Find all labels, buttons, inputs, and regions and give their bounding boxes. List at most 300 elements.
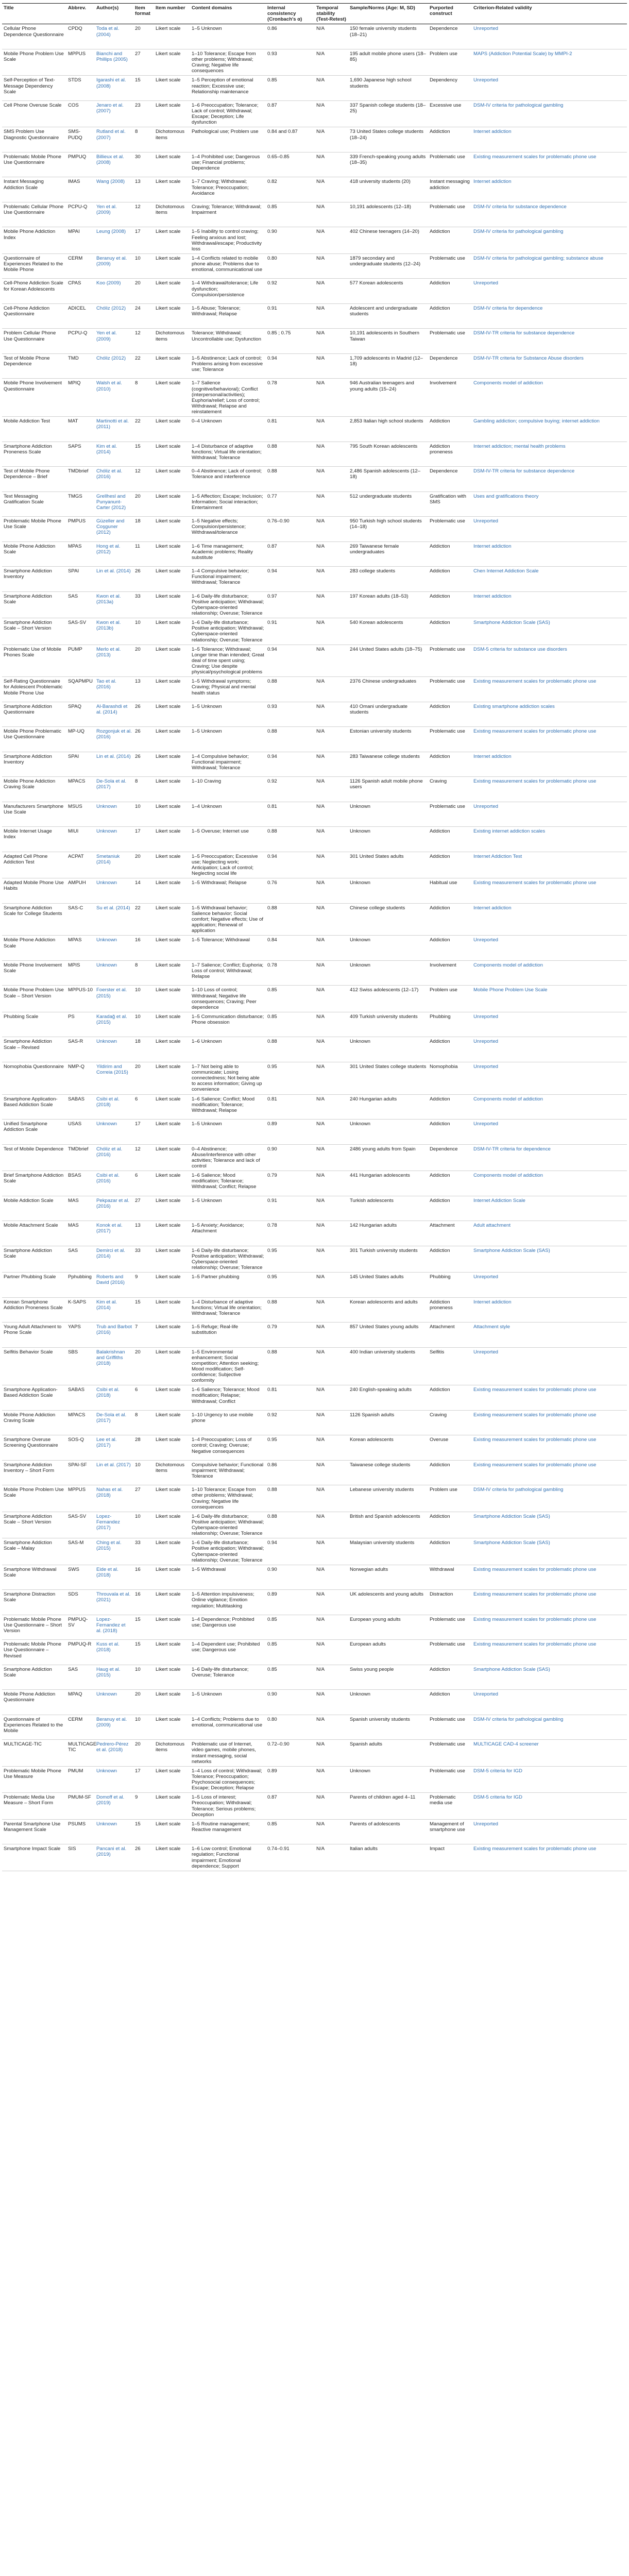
table-cell[interactable]: Koo (2009)	[95, 279, 133, 304]
table-cell: N/A	[315, 24, 348, 49]
table-cell: 17	[133, 827, 154, 852]
table-cell[interactable]: Beranuy et al. (2009)	[95, 1715, 133, 1740]
table-cell: 12	[133, 202, 154, 227]
table-cell: European young adults	[348, 1615, 428, 1640]
table-cell: 301 United States college students	[348, 1062, 428, 1094]
table-row	[2, 1690, 627, 1715]
table-cell[interactable]: Rozgonjuk et al. (2016)	[95, 727, 133, 752]
table-cell[interactable]: Unknown	[95, 802, 133, 827]
table-cell: Addiction	[428, 1120, 472, 1145]
table-cell: 0.95	[266, 1246, 315, 1273]
table-row	[2, 936, 627, 961]
table-cell[interactable]: Wang (2008)	[95, 177, 133, 202]
table-cell: Likert scale	[154, 727, 190, 752]
table-cell[interactable]: Unknown	[95, 960, 133, 986]
table-cell: 1–4 Preoccupation; Loss of control; Craving; Overuse; Negative consequences	[190, 1435, 266, 1461]
table-cell: Problematic Use of Mobile Phones Scale	[2, 645, 66, 677]
table-cell: 540 Korean adolescents	[348, 618, 428, 645]
table-cell: 9	[133, 1273, 154, 1298]
table-cell: Involvement	[428, 960, 472, 986]
table-row	[2, 1120, 627, 1145]
table-cell: ADICEL	[66, 303, 95, 329]
table-cell[interactable]: Hong et al. (2012)	[95, 541, 133, 567]
table-cell[interactable]: Domoff et al. (2019)	[95, 1793, 133, 1820]
table-cell: 1–6 Daily-life disturbance; Positive anticipation; Withdrawal; Cyberspace-oriented relationship; Overuse; Tolerance	[190, 1538, 266, 1565]
table-cell: 0.85	[266, 1012, 315, 1037]
table-cell: 1–6 Daily-life disturbance; Positive anticipation; Withdrawal; Cyberspace-oriented relationship; Overuse; Tolerance	[190, 591, 266, 618]
table-cell: 195 adult mobile phone users (18–85)	[348, 49, 428, 76]
table-row	[2, 1273, 627, 1298]
instrument-table	[2, 3, 627, 1871]
table-cell[interactable]: Chóliz et al. (2016)	[95, 1144, 133, 1171]
table-cell: 577 Korean adolescents	[348, 279, 428, 304]
table-cell: 1–6 Daily-life disturbance; Positive anticipation; Withdrawal; Cyberspace-oriented relationship; Overuse; Tolerance	[190, 1246, 266, 1273]
table-cell: 14	[133, 878, 154, 904]
table-row	[2, 1538, 627, 1565]
table-cell: Likert scale	[154, 1665, 190, 1690]
table-cell[interactable]: Chóliz (2012)	[95, 353, 133, 379]
table-cell[interactable]: Billieux et al. (2008)	[95, 152, 133, 177]
table-cell: 20	[133, 1740, 154, 1767]
table-cell: Likert scale	[154, 541, 190, 567]
table-cell: Likert scale	[154, 1297, 190, 1323]
column-header: Purported construct	[428, 4, 472, 24]
table-cell: 12	[133, 1144, 154, 1171]
table-cell: Unified Smartphone Addiction Scale	[2, 1120, 66, 1145]
table-cell: Korean Smartphone Addiction Proneness Scale	[2, 1297, 66, 1323]
table-cell: 0.80	[266, 1715, 315, 1740]
table-cell: Problematic use	[428, 152, 472, 177]
table-cell[interactable]: Chóliz et al. (2016)	[95, 467, 133, 492]
table-cell: Smartphone Distraction Scale	[2, 1590, 66, 1615]
table-cell: Internet addiction	[472, 903, 627, 936]
table-cell: N/A	[315, 1793, 348, 1820]
table-cell[interactable]: Throuvala et al. (2021)	[95, 1590, 133, 1615]
table-row	[2, 1435, 627, 1461]
table-cell: Existing measurement scales for problematic phone use	[472, 1460, 627, 1485]
table-cell: N/A	[315, 1273, 348, 1298]
table-cell: Problematic use	[428, 1615, 472, 1640]
table-cell: N/A	[315, 1538, 348, 1565]
table-cell: 30	[133, 152, 154, 177]
table-cell: Addiction	[428, 127, 472, 152]
table-cell[interactable]: Unknown	[95, 936, 133, 961]
table-cell: Likert scale	[154, 1196, 190, 1221]
table-cell: 15	[133, 1819, 154, 1844]
table-cell: Problematic use of Internet, video games, mobile phones, instant messaging, social networks	[190, 1740, 266, 1767]
table-cell: 1–5 Unknown	[190, 24, 266, 49]
table-cell: MPACS	[66, 1410, 95, 1435]
table-cell[interactable]: Konok et al. (2017)	[95, 1221, 133, 1246]
table-cell: Smartphone Addiction Scale (SAS)	[472, 618, 627, 645]
table-cell: 10	[133, 1715, 154, 1740]
table-cell: Unreported	[472, 1273, 627, 1298]
table-cell: 0.65–0.85	[266, 152, 315, 177]
table-cell[interactable]: Eide et al. (2018)	[95, 1565, 133, 1590]
table-cell[interactable]: Csibi et al. (2018)	[95, 1094, 133, 1120]
table-cell[interactable]: Unknown	[95, 1120, 133, 1145]
table-cell: 0.89	[266, 1766, 315, 1793]
table-cell: 15	[133, 76, 154, 101]
table-cell: 301 Turkish university students	[348, 1246, 428, 1273]
table-cell: SAS	[66, 1665, 95, 1690]
table-cell[interactable]: Trub and Barbot (2016)	[95, 1323, 133, 1348]
table-cell[interactable]: Lin et al. (2017)	[95, 1460, 133, 1485]
table-cell: N/A	[315, 467, 348, 492]
table-cell: N/A	[315, 960, 348, 986]
table-cell: 142 Hungarian adults	[348, 1221, 428, 1246]
table-cell: SBS	[66, 1347, 95, 1385]
table-cell[interactable]: Kwon et al. (2013b)	[95, 618, 133, 645]
table-cell[interactable]: Kim et al. (2014)	[95, 442, 133, 467]
table-cell: 0.95	[266, 1062, 315, 1094]
table-cell[interactable]: Smetaniuk (2014)	[95, 852, 133, 878]
table-cell: Problem Cellular Phone Use Questionnaire	[2, 329, 66, 354]
table-cell: Smartphone Addiction Scale (SAS)	[472, 1665, 627, 1690]
table-cell: N/A	[315, 1062, 348, 1094]
table-cell: Internet Addiction Test	[472, 852, 627, 878]
table-cell: 1–6 Daily-life disturbance; Positive anticipation; Withdrawal; Cyberspace-oriented relationship; Overuse; Tolerance	[190, 618, 266, 645]
table-cell: 1–6 Preoccupation; Tolerance; Lack of control; Withdrawal; Escape; Deception; Life dysfunction	[190, 100, 266, 127]
table-cell: 0.88	[266, 1297, 315, 1323]
table-cell: Gambling addiction; compulsive buying; internet addiction	[472, 417, 627, 442]
table-cell[interactable]: Merlo et al. (2013)	[95, 645, 133, 677]
table-cell: 6	[133, 1385, 154, 1411]
table-cell: 1–5 Inability to control craving; Feeling anxious and lost; Withdrawal/escape; Productivity loss	[190, 227, 266, 254]
table-cell: 1–5 Unknown	[190, 1690, 266, 1715]
table-cell: N/A	[315, 1819, 348, 1844]
table-cell: 0.91	[266, 1196, 315, 1221]
table-cell: Existing smartphone addiction scales	[472, 702, 627, 727]
table-cell[interactable]: Csibi et al. (2018)	[95, 1385, 133, 1411]
table-cell: Adapted Cell Phone Addiction Test	[2, 852, 66, 878]
table-cell[interactable]: Al-Barashdi et al. (2014)	[95, 702, 133, 727]
table-cell[interactable]: Unknown	[95, 1690, 133, 1715]
table-cell[interactable]: Yen et al. (2009)	[95, 202, 133, 227]
table-cell: SPAI	[66, 752, 95, 777]
table-row	[2, 1640, 627, 1665]
table-cell: Problematic use	[428, 1766, 472, 1793]
table-cell: 1–7 Not being able to communicate; Losing connectedness; Not being able to access information; Giving up convenience	[190, 1062, 266, 1094]
table-cell: N/A	[315, 1715, 348, 1740]
table-cell[interactable]: Walsh et al. (2010)	[95, 379, 133, 417]
table-cell: Dependency	[428, 76, 472, 101]
table-cell: 10,191 adolescents (12–18)	[348, 202, 428, 227]
table-cell: N/A	[315, 1144, 348, 1171]
table-cell: 0.84 and 0.87	[266, 127, 315, 152]
table-cell: Likert scale	[154, 827, 190, 852]
table-row	[2, 253, 627, 279]
table-cell: Existing measurement scales for problematic phone use	[472, 1385, 627, 1411]
table-cell[interactable]: Roberts and David (2016)	[95, 1273, 133, 1298]
table-cell[interactable]: Ching et al. (2015)	[95, 1538, 133, 1565]
table-cell[interactable]: De-Sola et al. (2017)	[95, 777, 133, 802]
table-cell: 0.95	[266, 1273, 315, 1298]
table-cell[interactable]: Su et al. (2014)	[95, 903, 133, 936]
table-cell[interactable]: Pedrero-Pérez et al. (2018)	[95, 1740, 133, 1767]
table-cell: Likert scale	[154, 24, 190, 49]
table-cell: Likert scale	[154, 936, 190, 961]
table-cell[interactable]: Demirci et al. (2014)	[95, 1246, 133, 1273]
table-cell[interactable]: Leung (2008)	[95, 227, 133, 254]
table-cell: N/A	[315, 986, 348, 1012]
table-cell: 1–5 Tolerance; Withdrawal	[190, 936, 266, 961]
table-cell: Addiction	[428, 1196, 472, 1221]
table-cell: Addiction	[428, 541, 472, 567]
table-cell: Mobile Phone Problem Use Scale – Short Version	[2, 986, 66, 1012]
table-cell: BSAS	[66, 1171, 95, 1196]
table-cell[interactable]: Lin et al. (2014)	[95, 752, 133, 777]
table-cell: Problematic Mobile Phone Use Questionnaire	[2, 152, 66, 177]
table-cell: 240 Hungarian adults	[348, 1094, 428, 1120]
table-cell: Dependence	[428, 1144, 472, 1171]
table-cell: 10	[133, 802, 154, 827]
table-cell: Addiction	[428, 1690, 472, 1715]
table-cell[interactable]: Kim et al. (2014)	[95, 1297, 133, 1323]
table-cell: 17	[133, 1120, 154, 1145]
table-cell: Unreported	[472, 1819, 627, 1844]
table-cell: 15	[133, 1297, 154, 1323]
table-cell: Gratification with SMS	[428, 492, 472, 517]
table-cell: 1–5 Withdrawal behavior; Salience behavior; Social comfort; Negative effects; Use of application; Renewal of application	[190, 903, 266, 936]
table-cell[interactable]: Unknown	[95, 1766, 133, 1793]
table-cell[interactable]: Grellhesl and Punyanunt-Carter (2012)	[95, 492, 133, 517]
table-cell[interactable]: Kuss et al. (2018)	[95, 1640, 133, 1665]
table-cell: Unreported	[472, 279, 627, 304]
table-cell[interactable]: Yen et al. (2009)	[95, 329, 133, 354]
table-cell: Problematic Media Use Measure – Short Form	[2, 1793, 66, 1820]
table-cell: Addiction	[428, 1037, 472, 1062]
table-cell: Smartphone Addiction Scale – Short Version	[2, 618, 66, 645]
table-cell: 73 United States college students (18–24)	[348, 127, 428, 152]
table-cell: Likert scale	[154, 1385, 190, 1411]
table-cell: 0.92	[266, 777, 315, 802]
table-cell: Likert scale	[154, 1062, 190, 1094]
table-row	[2, 279, 627, 304]
table-cell: N/A	[315, 936, 348, 961]
table-cell: Likert scale	[154, 100, 190, 127]
table-cell: Cell-Phone Addiction Questionnaire	[2, 303, 66, 329]
table-cell: 2376 Chinese undergraduates	[348, 677, 428, 702]
table-cell[interactable]: Beranuy et al. (2009)	[95, 253, 133, 279]
table-row	[2, 1037, 627, 1062]
table-cell: 1–4 Dependence; Prohibited use; Dangerous use	[190, 1615, 266, 1640]
table-cell: 0.78	[266, 1221, 315, 1246]
column-header: Content domains	[190, 4, 266, 24]
table-cell: 0.92	[266, 1410, 315, 1435]
table-cell: N/A	[315, 517, 348, 542]
table-cell: DSM-IV criteria for dependence	[472, 303, 627, 329]
table-cell: 1,709 adolescents in Madrid (12–18)	[348, 353, 428, 379]
column-header: Abbrev.	[66, 4, 95, 24]
table-cell: 26	[133, 702, 154, 727]
table-cell: 512 undergraduate students	[348, 492, 428, 517]
table-cell: N/A	[315, 353, 348, 379]
table-cell: Likert scale	[154, 1094, 190, 1120]
table-cell[interactable]: Toda et al. (2004)	[95, 24, 133, 49]
table-cell: Addiction	[428, 567, 472, 592]
table-cell: Adolescent and undergraduate students	[348, 303, 428, 329]
table-cell: Likert scale	[154, 567, 190, 592]
table-cell[interactable]: Yildirim and Correia (2015)	[95, 1062, 133, 1094]
table-row	[2, 1485, 627, 1512]
table-cell[interactable]: Rutland et al. (2007)	[95, 127, 133, 152]
table-cell: Compulsive behavior; Functional impairment; Withdrawal; Tolerance	[190, 1460, 266, 1485]
table-cell: Likert scale	[154, 1410, 190, 1435]
table-cell[interactable]: Balakrishnan and Griffiths (2018)	[95, 1347, 133, 1385]
table-cell: 0.85	[266, 202, 315, 227]
column-header: Internal consistency (Cronbach's α)	[266, 4, 315, 24]
table-cell: Likert scale	[154, 1273, 190, 1298]
table-cell: 0.78	[266, 379, 315, 417]
table-cell: Mobile Phone Problematic Use Questionnaire	[2, 727, 66, 752]
table-cell[interactable]: Chóliz (2012)	[95, 303, 133, 329]
table-row	[2, 1323, 627, 1348]
table-cell: Text Messaging Gratification Scale	[2, 492, 66, 517]
table-cell: N/A	[315, 1512, 348, 1538]
table-cell: Smartphone Addiction Scale – Short Version	[2, 1512, 66, 1538]
table-cell: Problematic use	[428, 802, 472, 827]
table-cell: 0.76	[266, 878, 315, 904]
table-cell: Addiction	[428, 1246, 472, 1273]
table-row	[2, 329, 627, 354]
table-cell: N/A	[315, 852, 348, 878]
table-cell[interactable]: Csibi et al. (2016)	[95, 1171, 133, 1196]
table-cell: TMDbrief	[66, 1144, 95, 1171]
table-cell: 0.94	[266, 752, 315, 777]
table-cell: SOS-Q	[66, 1435, 95, 1461]
table-cell: Likert scale	[154, 1793, 190, 1820]
table-cell: Test of Mobile Dependence	[2, 1144, 66, 1171]
table-cell: Phubbing	[428, 1273, 472, 1298]
table-cell: N/A	[315, 702, 348, 727]
table-cell: Existing measurement scales for problematic phone use	[472, 777, 627, 802]
table-cell: 13	[133, 677, 154, 702]
table-cell[interactable]: Bianchi and Phillips (2005)	[95, 49, 133, 76]
table-cell: Smartphone Addiction Inventory – Short Form	[2, 1460, 66, 1485]
table-cell[interactable]: Lin et al. (2014)	[95, 567, 133, 592]
table-cell: AMPUH	[66, 878, 95, 904]
table-cell: Tolerance; Withdrawal; Uncontrollable use; Dysfunction	[190, 329, 266, 354]
table-cell: Nomophobia Questionnaire	[2, 1062, 66, 1094]
table-cell[interactable]: Kwon et al. (2013a)	[95, 591, 133, 618]
table-cell: Internet addiction; mental health problems	[472, 442, 627, 467]
table-cell: 10	[133, 1460, 154, 1485]
table-cell: TMDbrief	[66, 467, 95, 492]
table-cell: SIS	[66, 1844, 95, 1871]
table-row	[2, 852, 627, 878]
table-cell: N/A	[315, 1460, 348, 1485]
table-cell[interactable]: Güzeller and Coşguner (2012)	[95, 517, 133, 542]
table-cell: Addiction	[428, 1460, 472, 1485]
table-row	[2, 1171, 627, 1196]
table-cell[interactable]: Lopez-Fernandez et al. (2018)	[95, 1615, 133, 1640]
table-cell[interactable]: Lopez-Fernandez (2017)	[95, 1512, 133, 1538]
table-cell: 2,853 Italian high school students	[348, 417, 428, 442]
table-cell: 0.94	[266, 567, 315, 592]
table-cell: 0.85	[266, 1665, 315, 1690]
table-row	[2, 303, 627, 329]
table-cell: 1–5 Preoccupation; Excessive use; Neglecting work; Anticipation; Lack of control; Neglecting social life	[190, 852, 266, 878]
table-cell: Dependence	[428, 24, 472, 49]
table-cell: Norwegian adults	[348, 1565, 428, 1590]
table-cell: DSM-5 criteria for IGD	[472, 1766, 627, 1793]
table-cell: N/A	[315, 1740, 348, 1767]
table-cell: Existing internet addiction scales	[472, 827, 627, 852]
table-cell: Italian adults	[348, 1844, 428, 1871]
table-cell: PS	[66, 1012, 95, 1037]
table-row	[2, 960, 627, 986]
table-cell: 0.81	[266, 1094, 315, 1120]
table-cell: SAPS	[66, 442, 95, 467]
table-cell: N/A	[315, 827, 348, 852]
table-cell: N/A	[315, 127, 348, 152]
table-cell: Problematic use	[428, 727, 472, 752]
column-header: Item number	[154, 4, 190, 24]
table-cell[interactable]: Jenaro et al. (2007)	[95, 100, 133, 127]
table-cell: Smartphone Addiction Scale	[2, 591, 66, 618]
table-row	[2, 1297, 627, 1323]
column-header: Title	[2, 4, 66, 24]
table-cell: Likert scale	[154, 353, 190, 379]
table-cell: 301 United States adults	[348, 852, 428, 878]
table-cell: N/A	[315, 802, 348, 827]
table-cell[interactable]: Foerster et al. (2015)	[95, 986, 133, 1012]
table-cell[interactable]: Martinotti et al. (2011)	[95, 417, 133, 442]
table-row	[2, 541, 627, 567]
table-cell: 16	[133, 1565, 154, 1590]
table-cell: MPACS	[66, 777, 95, 802]
table-cell[interactable]: Pancani et al. (2019)	[95, 1844, 133, 1871]
table-cell: PSUMS	[66, 1819, 95, 1844]
table-cell[interactable]: Nahas et al. (2018)	[95, 1485, 133, 1512]
table-cell[interactable]: Karadağ et al. (2015)	[95, 1012, 133, 1037]
table-cell[interactable]: Unknown	[95, 1819, 133, 1844]
table-cell: Swiss young people	[348, 1665, 428, 1690]
table-cell: 1–5 Abstinence; Lack of control; Problems arising from excessive use; Tolerance	[190, 353, 266, 379]
table-cell[interactable]: Unknown	[95, 1037, 133, 1062]
table-cell: Likert scale	[154, 467, 190, 492]
table-cell: 1–5 Attention impulsiveness; Online vigilance; Emotion regulation; Multitasking	[190, 1590, 266, 1615]
table-cell[interactable]: Lee et al. (2017)	[95, 1435, 133, 1461]
table-cell: Nomophobia	[428, 1062, 472, 1094]
table-cell: 1–6 Time management; Academic problems; Reality substitute	[190, 541, 266, 567]
table-row	[2, 379, 627, 417]
table-cell: 1–6 Daily-life disturbance; Overuse; Tolerance	[190, 1665, 266, 1690]
table-cell[interactable]: Igarashi et al. (2008)	[95, 76, 133, 101]
table-cell: Smartphone Addiction Scale for College Students	[2, 903, 66, 936]
table-cell: N/A	[315, 591, 348, 618]
table-cell[interactable]: Pekpazar et al. (2016)	[95, 1196, 133, 1221]
table-cell: SAS-SV	[66, 1512, 95, 1538]
table-cell: 1–5 Withdrawal; Relapse	[190, 878, 266, 904]
table-cell[interactable]: Haug et al. (2015)	[95, 1665, 133, 1690]
table-cell: Likert scale	[154, 177, 190, 202]
table-cell: Likert scale	[154, 49, 190, 76]
table-cell: Problematic Mobile Phone Use Measure	[2, 1766, 66, 1793]
table-cell[interactable]: Unknown	[95, 878, 133, 904]
table-cell: UK adolescents and young adults	[348, 1590, 428, 1615]
table-cell[interactable]: Tao et al. (2016)	[95, 677, 133, 702]
table-cell: N/A	[315, 152, 348, 177]
table-cell: MPPUS	[66, 49, 95, 76]
table-cell: Likert scale	[154, 1347, 190, 1385]
table-cell: Addiction	[428, 827, 472, 852]
table-cell[interactable]: Unknown	[95, 827, 133, 852]
table-cell: 1–4 Conflicts; Problems due to emotional, communicational use	[190, 1715, 266, 1740]
table-cell[interactable]: De-Sola et al. (2017)	[95, 1410, 133, 1435]
table-cell: MULTICAGE-TIC	[2, 1740, 66, 1767]
